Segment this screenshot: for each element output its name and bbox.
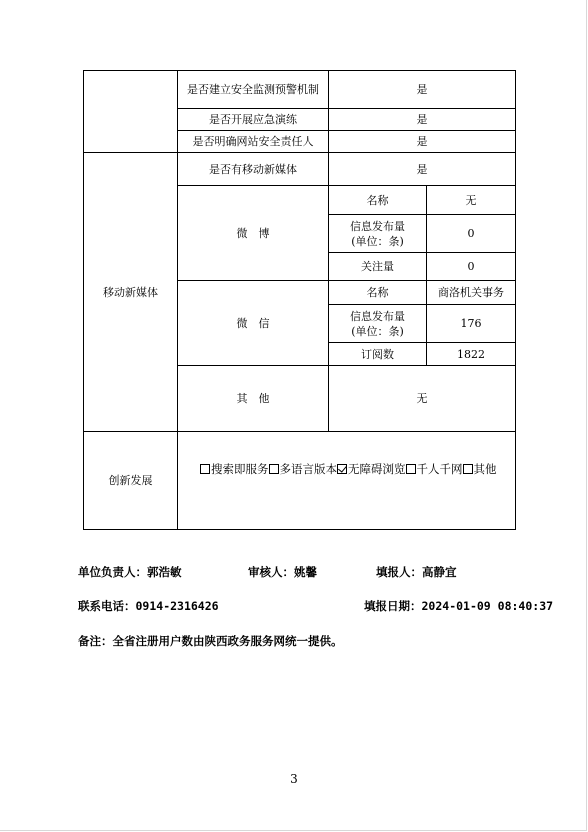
wechat-subs-value: 1822 xyxy=(427,343,516,366)
option-label: 无障碍浏览 xyxy=(348,462,406,476)
option-personalized[interactable] xyxy=(406,462,463,476)
contact-phone xyxy=(78,598,219,614)
option-label: 多语言版本 xyxy=(279,462,337,476)
innovation-options xyxy=(178,432,516,530)
page-number: 3 xyxy=(290,772,298,786)
weibo-posts-value: 0 xyxy=(427,215,516,253)
weibo-followers-label: 关注量 xyxy=(329,253,427,281)
blank-group-cell xyxy=(84,71,178,153)
weibo-name-value: 无 xyxy=(427,186,516,215)
weibo-posts-label-line2: (单位：条) xyxy=(351,234,404,248)
mobile-group-label: 移动新媒体 xyxy=(84,153,178,432)
date-value: 2024-01-09 08:40:37 xyxy=(421,599,554,613)
filler: 填报人：高静宜 xyxy=(376,565,457,579)
table-row xyxy=(84,153,516,186)
row-value: 是 xyxy=(329,131,516,153)
table-row xyxy=(84,432,516,530)
wechat-name-value: 商洛机关事务 xyxy=(427,281,516,305)
option-label: 其他 xyxy=(473,462,497,476)
row-value: 是 xyxy=(329,153,516,186)
weibo-label: 微 博 xyxy=(178,186,329,281)
other-label: 其 他 xyxy=(178,366,329,432)
other-value: 无 xyxy=(329,366,516,432)
phone-label: 联系电话： xyxy=(78,599,136,613)
checkbox-icon[interactable] xyxy=(269,464,279,474)
row-label: 是否有移动新媒体 xyxy=(178,153,329,186)
wechat-posts-value: 176 xyxy=(427,305,516,343)
unit-head: 单位负责人：郭浩敏 xyxy=(78,565,182,579)
phone-value: 0914-2316426 xyxy=(135,599,219,613)
wechat-name-label: 名称 xyxy=(329,281,427,305)
option-search-service[interactable] xyxy=(200,462,269,476)
weibo-followers-value: 0 xyxy=(427,253,516,281)
date-label: 填报日期： xyxy=(364,599,422,613)
wechat-posts-label-line1: 信息发布量 xyxy=(350,309,405,323)
table-row xyxy=(84,71,516,109)
row-value: 是 xyxy=(329,109,516,131)
row-label: 是否开展应急演练 xyxy=(178,109,329,131)
checkbox-icon[interactable] xyxy=(200,464,210,474)
row-label: 是否建立安全监测预警机制 xyxy=(178,71,329,109)
weibo-posts-label xyxy=(329,215,427,253)
innovation-option-list xyxy=(200,462,497,476)
row-label: 是否明确网站安全责任人 xyxy=(178,131,329,153)
fill-date xyxy=(364,598,553,614)
option-label: 搜索即服务 xyxy=(211,462,269,476)
wechat-label: 微 信 xyxy=(178,281,329,366)
weibo-name-label: 名称 xyxy=(329,186,427,215)
weibo-posts-label-line1: 信息发布量 xyxy=(350,219,405,233)
checkbox-icon[interactable] xyxy=(406,464,416,474)
option-accessibility[interactable] xyxy=(337,462,406,476)
option-other[interactable] xyxy=(463,462,497,476)
wechat-posts-label xyxy=(329,305,427,343)
reviewer: 审核人：姚馨 xyxy=(248,565,317,579)
checkbox-checked-icon[interactable] xyxy=(337,464,347,474)
option-label: 千人千网 xyxy=(416,462,463,476)
wechat-posts-label-line2: (单位：条) xyxy=(351,324,404,338)
option-multilingual[interactable] xyxy=(269,462,338,476)
checkbox-icon[interactable] xyxy=(463,464,473,474)
footnote: 备注：全省注册用户数由陕西政务服务网统一提供。 xyxy=(78,634,343,648)
row-value: 是 xyxy=(329,71,516,109)
innovation-label: 创新发展 xyxy=(84,432,178,530)
report-table xyxy=(83,70,516,530)
wechat-subs-label: 订阅数 xyxy=(329,343,427,366)
